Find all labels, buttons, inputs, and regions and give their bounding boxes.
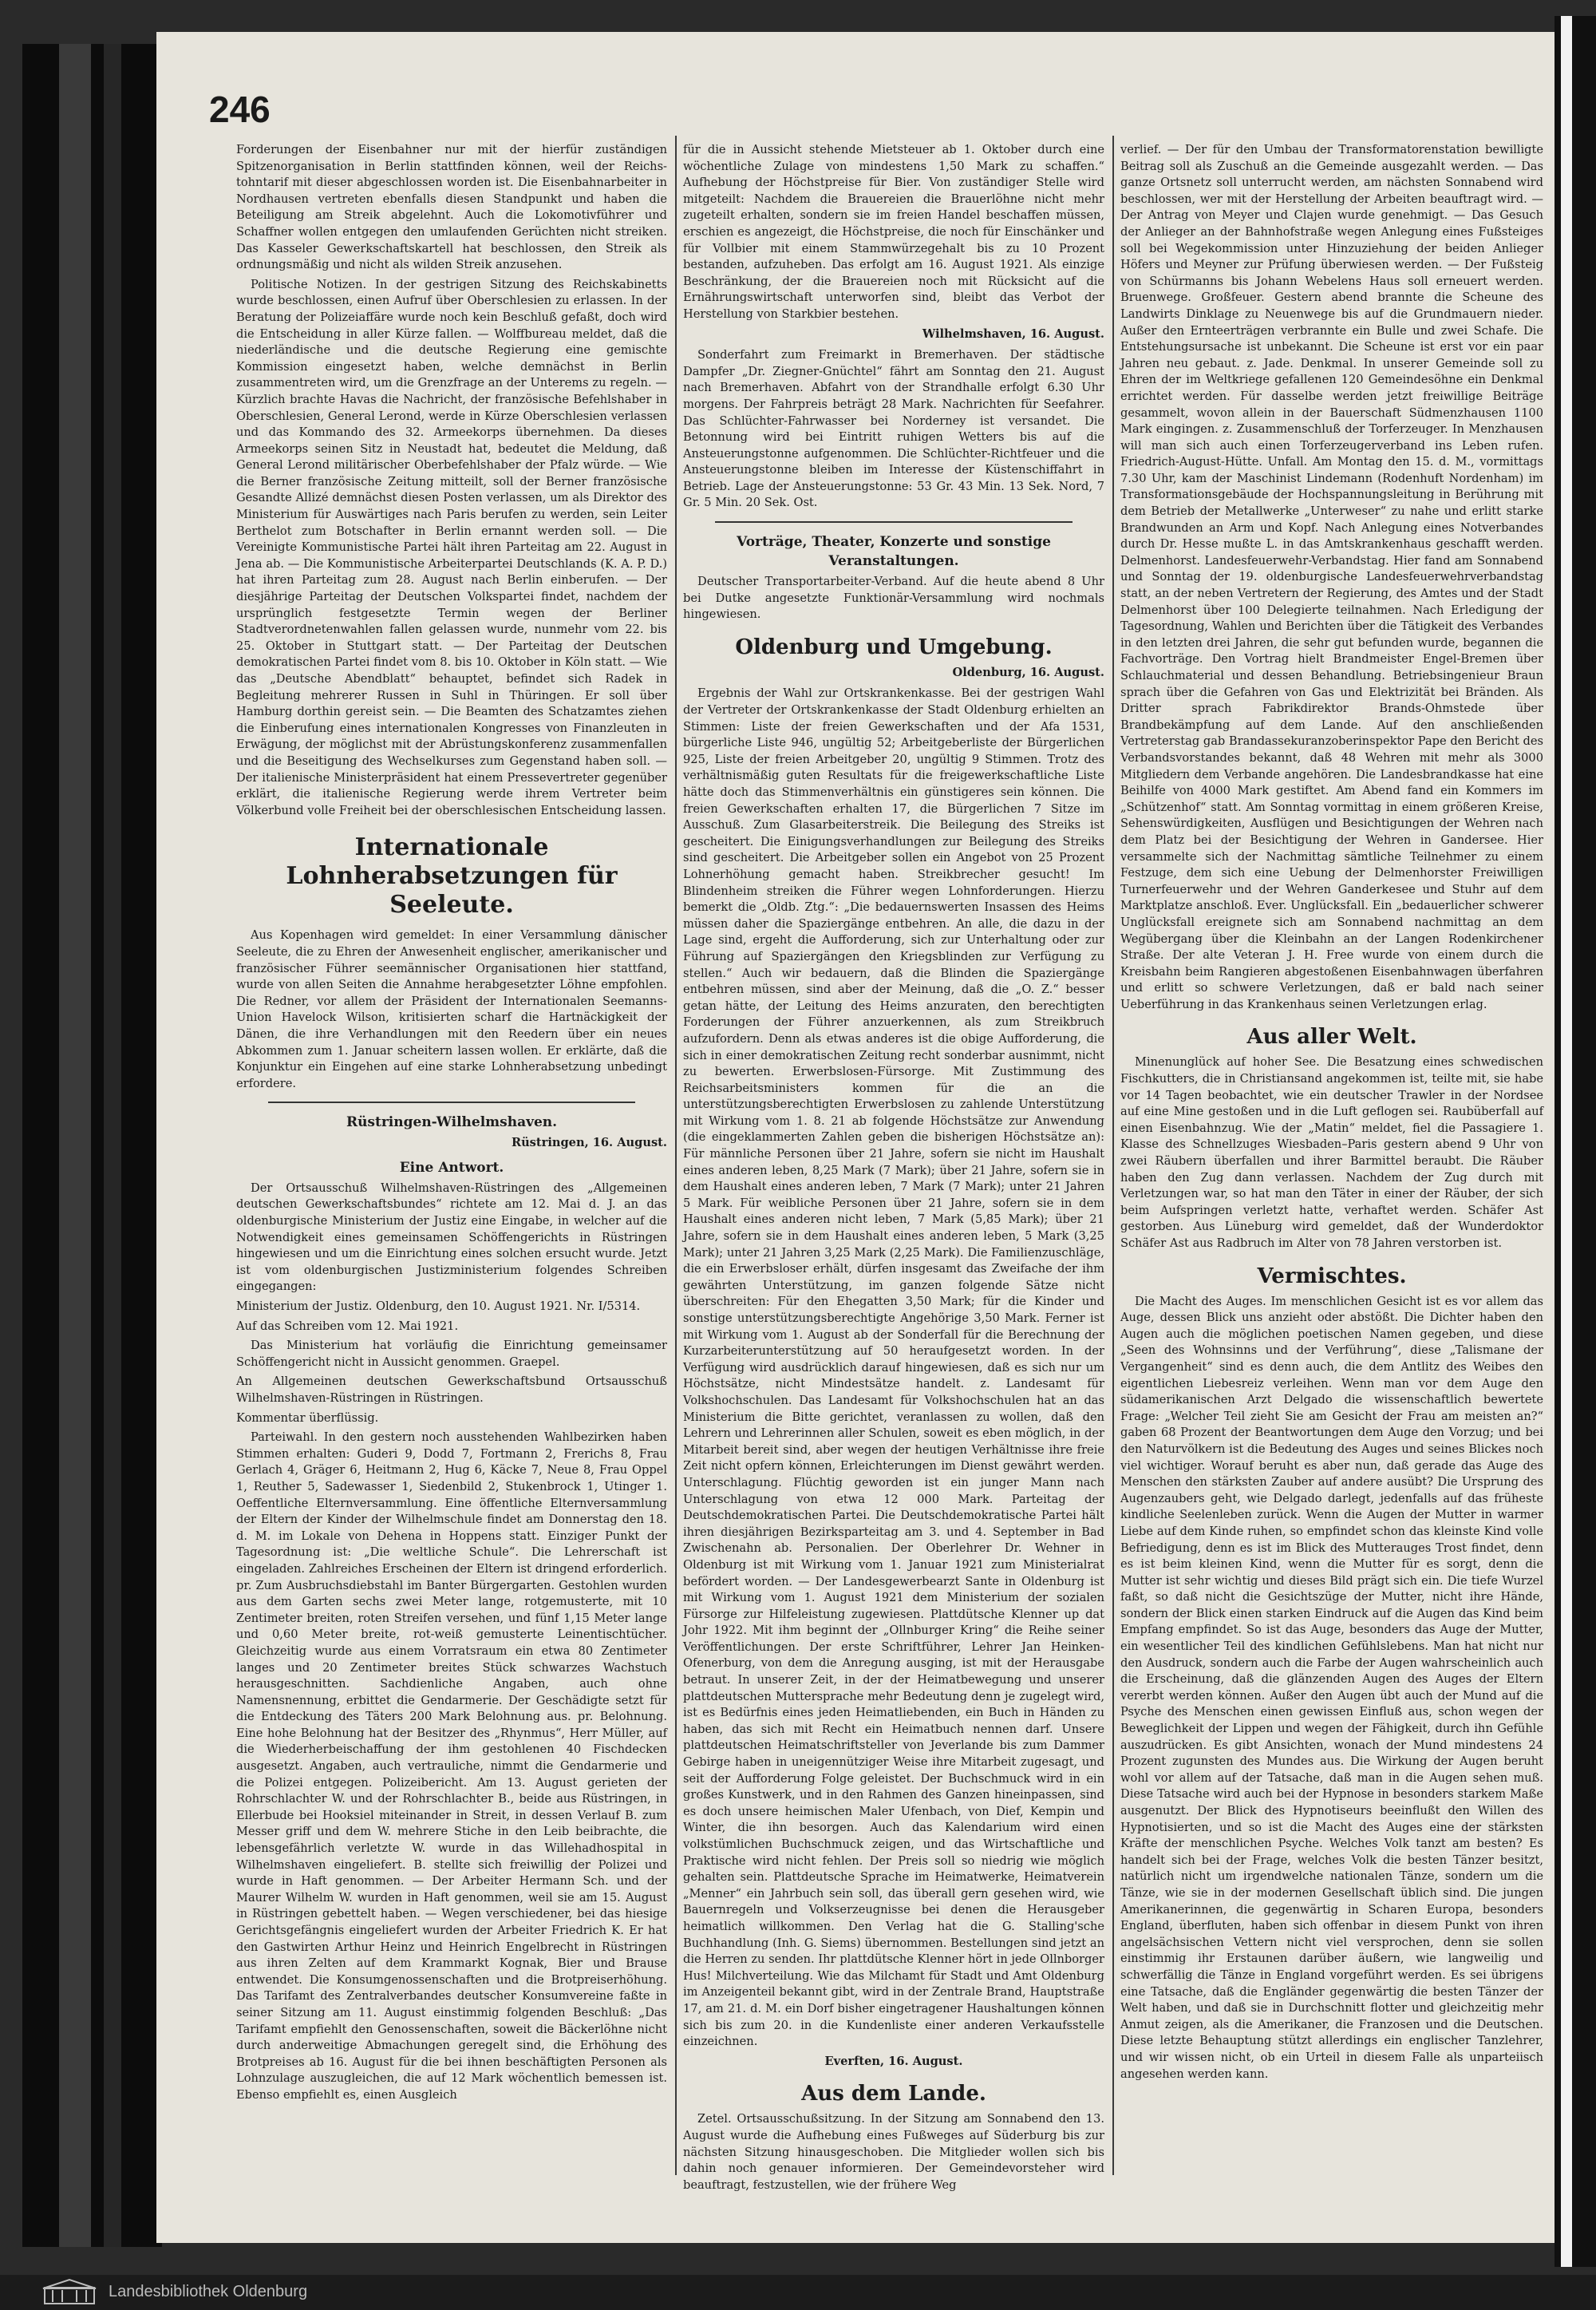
letter-recipient: An Allgemeinen deutschen Gewerkschaftsbund Ortsausschuß Wilhelmshaven-Rüstringen in Rüstringen. xyxy=(236,1375,667,1405)
column-1 xyxy=(236,142,667,2107)
article-eisenbahner: Forderungen der Eisenbahner nur mit der hierfür zuständigen Spitzenorganisation in Berlin stattfinden können, weil der Reichs-tohntarif mit dieser abgeschlossen worden ist. Die Eisenbahnarbeiter in Nordhausen vertreten ebenfalls diesen Standpunkt und haben die Beteiligung am Streik abgelehnt. Auch die Lokomotivführer und Schaffner wollen entgegen den umlaufenden Gerüchten nicht streiken. Das Kasseler Gewerkschaftskartell hat beschlossen, den Streik als ordnungsmäßig und nicht als wilden Streik anzusehen. xyxy=(236,143,667,272)
article-wilhelmshaven: Sonderfahrt zum Freimarkt in Bremerhaven. Der städtische Dampfer „Dr. Ziegner-Gnüchtel“ fährt am Sonntag den 21. August nach Bremerhaven. Abfahrt von der Strandhalle erfolgt 6.30 Uhr morgens. Der Fahrpreis beträgt 28 Mark. Nachrichten für Seefahrer. Das Schlüchter-Fahrwasser bei Norderney ist versandet. Die Betonnung wird bei Eintritt ruhigen Wetters bis auf die Ansteuerungstonne aufgenommen. Die Schlüchter-Richtfeuer und die Ansteuerungstonne bleiben im Interesse der Küstenschiffahrt in Betrieb. Lage der Ansteuerungstonne: 53 Gr. 43 Min. 13 Sek. Nord, 7 Gr. 5 Min. 20 Sek. Ost. xyxy=(683,348,1104,510)
letter-body: Das Ministerium hat vorläufig die Einrichtung gemeinsamer Schöffengericht nicht in Aussicht genommen. Graepel. xyxy=(236,1339,667,1369)
article-local-news: Parteiwahl. In den gestern noch ausstehenden Wahlbezirken haben Stimmen erhalten: Guderi 9, Dodd 7, Fortmann 2, Frerichs 8, Frau Gerlach 4, Gräger 6, Heitmann 2, Hug 6, Käcke 7, Neue 8, Frau Oppel 1, Reuther 5, Sadewasser 1, Siedenbild 2, Stukenbrock 1, Utinger 1. Oeffentliche Elternversammlung. Eine öffentliche Elternversammlung der Eltern der Kinder der Wilhelmschule findet am Donnerstag den 18. d. M. im Lokale von Dehena in Hoppens statt. Einziger Punkt der Tagesordnung ist: „Die weltliche Schule“. Die Lehrerschaft ist eingeladen. Zahlreiches Erscheinen der Eltern ist dringend erforderlich. pr. Zum Ausbruchsdiebstahl im Banter Bürgergarten. Gestohlen wurden aus dem Garten sechs zwei Meter lange, rotgemusterte, mit 10 Zentimeter breiten, roten Streifen versehen, und fünf 1,15 Meter lange und 0,60 Meter breite, rot-weiß gemusterte Leinentischtücher. Gleichzeitig wurde aus einem Vorratsraum ein etwa 80 Zentimeter langes und 20 Zentimeter breites Stück schwarzes Wachstuch herausgeschnitten. Sachdienliche Angaben, auch ohne Namensnennung, erbittet die Gendarmerie. Der Geschädigte setzt für die Entdeckung des Täters 200 Mark Belohnung aus. pr. Belohnung. Eine hohe Belohnung hat der Besitzer des „Rhynmus“, Herr Müller, auf die Wiederherbeischaffung der ihm gestohlenen 40 Fischdecken ausgesetzt. Angaben, auch vertrauliche, nimmt die Gendarmerie und die Polizei entgegen. Polizeibericht. Am 13. August gerieten der Rohrschlachter W. und der Rohrschlachter B., beide aus Rüstringen, in Ellerbude bei Hooksiel miteinander in Streit, in dessen Verlauf B. zum Messer griff und dem W. mehrere Stiche in den Leib beibrachte, die lebensgefährlich verletzte W. wurde in das Willehadhospital in Wilhelmshaven eingeliefert. B. stellte sich freiwillig der Polizei und wurde in Haft genommen. — Der Arbeiter Hermann Sch. und der Maurer Wilhelm W. wurden in Haft genommen, weil sie am 15. August in Rüstringen gebettelt haben. — Wegen verschiedener, bei das hiesige Gerichtsgefängnis eingeliefert wurden der Arbeiter Friedrich K. Er hat den Gastwirten Arthur Heinz und Heinrich Engelbrecht in Rüstringen aus ihren Zelten auf dem Krammarkt Kognak, Bier und Brause entwendet. Die Konsumgenossenschaften und die Brotpreiserhöhung. Das Tarifamt des Zentralverbandes deutscher Konsumvereine faßte in seiner Sitzung am 11. August einstimmig folgenden Beschluß: „Das Tarifamt empfiehlt den Genossenschaften, soweit die Bäckerlöhne nicht durch anderweitige Abmachungen geregelt sind, die Erhöhung des Brotpreises ab 16. August für die bei ihnen beschäftigten Personen als Lohnzulage auszugleichen, die auf 12 Mark wöchentlich bemessen ist. Ebenso empfiehlt es, einen Ausgleich xyxy=(236,1430,667,2102)
binding-spine xyxy=(59,44,91,2247)
letter-head: Ministerium der Justiz. Oldenburg, den 10. August 1921. Nr. I/5314. xyxy=(236,1299,641,1314)
column-2 xyxy=(683,142,1104,2197)
article-regional: verlief. — Der für den Umbau der Transformatorenstation bewilligte Beitrag soll als Zuschuß an die Gemeinde ausgezahlt werden. — Das ganze Ortsnetz soll unterrucht werden, am nächsten Sonnabend wird beschlossen, wer mit der Herstellung der Arbeiten beauftragt wird. — Der Antrag von Meyer und Clajen wurde genehmigt. — Das Gesuch der Anlieger an der Bahnhofstraße wegen Anlegung eines Fußsteiges soll bei Wegekommission unter Hinzuziehung der beiden Anlieger Höfers und Meyner zur Prüfung überwiesen werden. — Der Fußsteig von Schürmanns bis Johann Webelens Haus soll erneuert werden. Bruenwege. Großfeuer. Gestern abend brannte die Scheune des Landwirts Dinklage zu Neuenwege bis auf die Grundmauern nieder. Außer den Ernteerträgen verbrannte ein Bulle und zwei Schafe. Die Entstehungsursache ist unbekannt. Die Scheune ist erst vor ein paar Jahren neu gebaut. z. Jade. Denkmal. In unserer Gemeinde soll zu Ehren der im Weltkriege gefallenen 120 Gemeindesöhne ein Denkmal errichtet werden. Für dasselbe werden jetzt freiwillige Beiträge gesammelt, wovon allein in der Bauerschaft Südmenzhausen 1100 Mark eingingen. z. Zusammenschluß der Torferzeuger. In Menzhausen will man sich auch einen Torferzeugerverband ins Leben rufen. Friedrich-August-Hütte. Unfall. Am Montag den 15. d. M., vormittags 7.30 Uhr, kam der Maschinist Lindemann (Rodenhuft Nordenham) im Transformationsgebäude der Hochspannungsleitung in Berührung mit dem Betrieb der Metallwerke „Unterweser“ zu nahe und erlitt starke Brandwunden an Arm und Kopf. Nach Anlegung eines Notverbandes durch Dr. Hesse mußte L. in das Amtskrankenhaus geschafft werden. Delmenhorst. Landesfeuerwehr-Verbandstag. Hier fand am Sonnabend und Sonntag der 19. oldenburgische Landesfeuerwehrverbandstag statt, an der neben Vertretern der Regierung, des Amtes und der Stadt Delmenhorst über 100 Delegierte teilnahmen. Nach Erledigung der Tagesordnung, Wahlen und Berichten über die Tätigkeit des Verbandes in den letzten drei Jahren, die sehr gut befunden wurde, begannen die Fachvorträge. Den Vortrag hielt Brandmeister Engel-Bremen über Schlauchmaterial und dessen Behandlung. Betriebsingenieur Braun sprach über die Gefahren von Gas und Elektrizität bei Bränden. Als Dritter sprach Fabrikdirektor Brands-Ohmstede über Brandbekämpfung auf dem Lande. Auf den anschließenden Vertreterstag gab Brandassekuranzoberinspektor Pape den Bericht des Verbandsvorstandes bekannt, daß 48 Wehren mit mehr als 3000 Mitgliedern dem Verbande angehören. Die Landesbrandkasse hat eine Beihilfe von 4000 Mark gestiftet. Am Abend fand ein Kommers im „Schützenhof“ statt. Am Sonntag vormittag in einem größeren Kreise, Sehenswürdigkeiten, Ausflügen und Besichtigungen der Wehren nach dem Platz bei der Besichtigung der Wehren in Gandersee. Hier versammelte sich der Nachmittag sämtliche Teilnehmer zu einem Festzuge, dem sich eine Uebung der Delmenhorster Freiwilligen Turnerfeuerwehr und der Wehren Ganderkesee und Stuhr auf dem Marktplatze anschloß. Ever. Unglücksfall. Ein „bedauerlicher schwerer Unglücksfall ereignete sich am Sonnabend nachmittag an dem Wegübergang über die Kleinbahn an der Langen Rodenkirchener Straße. Der alte Veteran J. H. Free wurde von einem durch die Kreisbahn beim Rangieren abgestoßenen Eisenbahnwagen überfahren und erlitt so schwere Verletzungen, daß er bald nach seiner Ueberführung in das Krankenhaus seinen Verletzungen erlag. xyxy=(1120,143,1543,1011)
column-rule-1 xyxy=(675,136,677,2175)
column-3 xyxy=(1120,142,1543,2086)
comment: Kommentar überflüssig. xyxy=(236,1410,379,1425)
library-building-logo xyxy=(41,2278,97,2305)
heading-lohnherabsetzungen: Internationale Lohnherabsetzungen für Seeleute. xyxy=(286,833,618,920)
heading-vortraege: Vorträge, Theater, Konzerte und sonstige Veranstaltungen. xyxy=(737,534,1051,570)
article-aus-dem-lande: Zetel. Ortsausschußsitzung. In der Sitzung am Sonnabend den 13. August wurde die Aufhebung eines Fußweges auf Süderburg bis zur nächsten Sitzung hinausgeschoben. Die Mitglieder wollen sich bis dahin noch genauer informieren. Der Gemeindevorsteher wird beauftragt, festzustellen, wie der frühere Weg xyxy=(683,2112,1104,2192)
article-mietsteuer: für die in Aussicht stehende Mietsteuer ab 1. Oktober durch eine wöchentliche Zulage von mindestens 1,50 Mark zu schaffen.“ Aufhebung der Höchstpreise für Bier. Von zuständiger Stelle wird mitgeteilt: Nachdem die Brauereien die Brauerlöhne nicht mehr zugeteilt erhalten, sondern sie im freien Handel beschaffen müssen, erschien es angezeigt, die Höchstpreise, die noch für Einschänker und für Vollbier mit einem Stammwürzegehalt bis zu 10 Prozent bestanden, aufzuheben. Das erfolgt am 16. August 1921. Als einzige Beschränkung, der die Brauereien noch mit Rücksicht auf die Ernährungswirtschaft unterworfen sind, bleibt das Verbot der Herstellung von Starkbier bestehen. xyxy=(683,143,1104,321)
heading-aus-aller-welt: Aus aller Welt. xyxy=(1246,1025,1417,1050)
page-edge-strip xyxy=(1561,16,1572,2267)
article-vortraege: Deutscher Transportarbeiter-Verband. Auf die heute abend 8 Uhr bei Dutke angesetzte Funktionär-Versammlung wird nochmals hingewiesen. xyxy=(683,575,1104,622)
heading-eine-antwort: Eine Antwort. xyxy=(399,1159,504,1176)
library-name: Landesbibliothek Oldenburg xyxy=(109,2283,308,2300)
dateline-everften: Everften, 16. August. xyxy=(824,2054,963,2068)
article-seeleute: Aus Kopenhagen wird gemeldet: In einer Versammlung dänischer Seeleute, die zu Ehren der Anwesenheit englischer, amerikanischer und französischer Führer seemännischer Organisationen hier stattfand, wurde von allen Seiten die Annahme herabgesetzter Löhne empfohlen. Die Redner, vor allem der Präsident der Internationalen Seemanns-Union Havelock Wilson, kritisierten scharf die Hartnäckigkeit der Dänen, die ihre Verhandlungen mit den Reedern über ein neues Abkommen zum 1. Januar scheitern lassen wollen. Er erklärte, daß die Konjunktur ein Eingehen auf eine starke Lohnherabsetzung unbedingt erfordere. xyxy=(236,928,667,1090)
article-antwort: Der Ortsausschuß Wilhelmshaven-Rüstringen des „Allgemeinen deutschen Gewerkschaftsbundes“ richtete am 12. Mai d. J. an das oldenburgische Ministerium der Justiz eine Eingabe, in welcher auf die Notwendigkeit eines gemeinsamen Schöffengerichts in Rüstringen hingewiesen und um die Einrichtung eines solchen ersucht wurde. Jetzt ist vom oldenburgischen Justizministerium folgendes Schreiben eingegangen: xyxy=(236,1181,667,1294)
column-rule-2 xyxy=(1112,136,1114,2175)
heading-aus-dem-lande: Aus dem Lande. xyxy=(801,2082,986,2106)
book-binding xyxy=(22,44,162,2247)
heading-vermischtes: Vermischtes. xyxy=(1257,1264,1407,1288)
article-vermischtes: Die Macht des Auges. Im menschlichen Gesicht ist es vor allem das Auge, dessen Blick uns anzieht oder abstößt. Die Dichter haben den Augen auch die möglichen poetischen Namen gegeben, und diese „Seen des Wohnsinns und der Verführung“, diese „Talismane der Vergangenheit“ sind es denn auch, die dem Antlitz des Weibes den eigentlichen Liebesreiz verleihen. Wenn man vor dem Auge den südamerikanischen Arzt Delgado die wissenschaftlich bewertete Frage: „Welcher Teil zieht Sie am Gesicht der Frau am meisten an?“ gaben 68 Prozent der Beantwortungen dem Auge den Vorzug; und bei den Naturvölkern ist die Bedeutung des Auges und seines Blickes noch viel wichtiger. Worauf beruht es aber nun, daß gerade das Auge des Menschen den stärksten Zauber auf andere ausübt? Die Ursprung des Augenzaubers geht, wie Delgado darlegt, jedenfalls auf das früheste kindliche Seelenleben zurück. Wenn die Augen der Mutter in warmer Liebe auf dem Kinde ruhen, so empfindet schon das kleinste Kind volle Befriedigung, denn es ist im Blick des Mutterauges Trost findet, denn es ist beim kleinen Kind, wenn die Mutter für es sorgt, denn die Mutter ist sehr wichtig und dieses Bild prägt sich ein. Die tiefe Wurzel faßt, so daß nicht die Gesichtszüge der Mutter, nicht ihre Hände, sondern der Blick einen starken Eindruck auf die Augen das Kind beim Empfang empfindet. So ist das Auge, besonders das Auge der Mutter, ein wesentlicher Teil des kindlichen Gefühlslebens. Man hat nicht nur den Ausdruck, sondern auch die Farbe der Augen wahrscheinlich auch die Erscheinung, daß die glänzenden Augen des Auges der Eltern vererbt werden können. Außer den Augen übt auch der Mund auf die Psyche des Menschen einen gewissen Einfluß aus, schon wegen der Beweglichkeit der Lippen und wegen der Fähigkeit, durch ihn Gefühle auszudrücken. Es gibt Ansichten, wonach der Mund mindestens 24 Prozent zugunsten des Mundes aus. Die Wirkung der Augen beruht wohl vor allem auf der Tatsache, daß man in die Augen sehen muß. Diese Tatsache wird auch bei der Hypnose in besonders starkem Maße ausgenutzt. Der Blick des Hypnotiseurs beeinflußt den Willen des Hypnotisierten, und so ist die Macht des Auges eine der stärksten Kräfte der menschlichen Psyche. Welches Volk tanzt am besten? Es handelt sich bei der Frage, welches Volk die besten Tänzer besitzt, natürlich nicht um irgendwelche nationalen Tänze, sondern um die Tänze, wie sie in der modernen Gesellschaft üblich sind. Die jungen Amerikanerinnen, die gegenwärtig in Scharen Europa, besonders England, überfluten, haben sich offenbar in diesem Punkt von ihren angelsächsischen Vettern nicht viel versprochen, denn sie sollen einstimmig ihr Erstaunen darüber äußern, wie langweilig und schwerfällig die Tänze in England vorgeführt werden. Es sei übrigens eine Tatsache, daß die Engländer gegenwärtig die besten Tänzer der Welt haben, und daß sie in Durchschnitt flotter und gleichzeitig mehr Anmut zeigen, als die Amerikaner, die Franzosen und die Deutschen. Diese letzte Behauptung stützt allerdings ein englischer Tanzlehrer, und wir wissen nicht, ob ein Urteil in diesem Falle als unparteiisch angesehen werden kann. xyxy=(1120,1294,1543,2081)
article-politische-notizen: Politische Notizen. In der gestrigen Sitzung des Reichskabinetts wurde beschlossen, einen Aufruf über Oberschlesien zu erlassen. In der Beratung der Polizeiaffäre wurde noch kein Beschluß gefaßt, doch wird die Entscheidung in aller Kürze fallen. — Wolffbureau meldet, daß die niederländische und die deutsche Regierung eine gemischte Kommission eingesetzt haben, welche demnächst in Berlin zusammentreten wird, um die Grenzfrage an der Unterems zu regeln. — Kürzlich brachte Havas die Nachricht, der französische Befehlshaber in Oberschlesien, General Lerond, werde in Kürze Oberschlesien verlassen und das Kommando des 32. Armeekorps übernehmen. Da dieses Armeekorps seinen Sitz in Neustadt hat, bedeutet die Meldung, daß General Lerond militärischer Oberbefehlshaber der Pfalz würde. — Wie die Berner französische Zeitung mitteilt, soll der Berner französische Gesandte Allizé demnächst diesen Posten verlassen, um als Direktor des Ministerium für Auswärtiges nach Paris berufen zu werden, sein Leiter Berthelot zum Botschafter in Berlin ernannt werden soll. — Die Vereinigte Kommunistische Partei hält ihren Parteitag am 22. August in Jena ab. — Die Kommunistische Arbeiterpartei Deutschlands (K. A. P. D.) hat ihren Parteitag zum 28. August nach Berlin einberufen. — Der diesjährige Parteitag der Deutschen Volkspartei findet, nachdem der ursprünglich festgesetzte Termin wegen der Berliner Stadtverordnetenwahlen fallen gelassen wurde, nunmehr vom 22. bis 25. Oktober in Stuttgart statt. — Der Parteitag der Deutschen demokratischen Partei findet vom 8. bis 10. Oktober in Köln statt. — Wie das „Deutsche Abendblatt“ behauptet, befindet sich Radek in Begleitung mehrerer Russen in Suhl in Thüringen. Er soll über Hamburg dorthin gereist sein. — Die Beamten des Schatzamtes ziehen die Einberufung eines internationalen Kongresses von Finanzleuten in Erwägung, der möglichst mit der Abrüstungskonferenz zusammenfallen und die Beseitigung des Wechselkurses zum Gegenstand haben soll. — Der italienische Ministerpräsident hat einem Pressevertreter gegenüber erklärt, die italienische Regierung werde ihrem Vertreter beim Völkerbund volle Freiheit bei der oberschlesischen Entscheidung lassen. xyxy=(236,277,667,817)
heading-ruestringen: Rüstringen-Wilhelmshaven. xyxy=(346,1114,558,1131)
page-number: 246 xyxy=(209,89,271,130)
section-divider xyxy=(268,1102,635,1103)
dateline-wilhelmshaven: Wilhelmshaven, 16. August. xyxy=(922,326,1104,341)
article-oldenburg: Ergebnis der Wahl zur Ortskrankenkasse. Bei der gestrigen Wahl der Vertreter der Ortskrankenkasse der Stadt Oldenburg erhielten an Stimmen: Liste der freien Gewerkschaften und der Afa 1531, bürgerliche Liste 946, ungültig 52; Arbeitgeberliste der Bürgerlichen 925, Liste der freien Arbeitgeber 20, ungültig 9 Stimmen. Trotz des verhältnismäßig guten Resultats für die freigewerkschaftliche Liste hätte doch das Stimmenverhältnis ein günstigeres sein können. Die freien Gewerkschaften erhalten 17, die Bürgerlichen 7 Sitze im Ausschuß. Zum Glasarbeiterstreik. Die Beilegung des Streiks ist gescheitert. Die Einigungsverhandlungen zur Beilegung des Streiks sind gescheitert. Die Arbeitgeber sollen ein Angebot von 25 Prozent Lohnerhöhung gemacht haben. Streikbrecher gesucht! Im Blindenheim streiken die Führer wegen Lohnforderungen. Hierzu bemerkt die „Oldb. Ztg.“: „Die bedauernswerten Insassen des Heims müssen daher die Spaziergänge entbehren. An alle, die dazu in der Lage sind, ergeht die Aufforderung, sich zur Unterhaltung oder zur Führung auf Spaziergängen den Kriegsblinden zur Verfügung zu stellen.“ Auch wir bedauern, daß die Blinden die Spaziergänge entbehren müssen, sind aber der Meinung, daß die „O. Z.“ besser getan hätte, der Leitung des Heims anzuraten, den berechtigten Forderungen der Führer anzuerkennen, als zum Streikbruch aufzufordern. Denn als etwas anderes ist die obige Aufforderung, die sich in einer demokratischen Zeitung recht sonderbar ausnimmt, nicht zu bewerten. Erwerbslosen-Fürsorge. Mit Zustimmung des Reichsarbeitsministers kommen für die an die unterstützungsberechtigten Erwerbslosen zu zahlende Unterstützung mit Wirkung vom 1. 8. 21 ab folgende Höchstsätze zur Anwendung (die eingeklammerten Zahlen geben die bisherigen Höchstsätze an): Für männliche Personen über 21 Jahre, sofern sie nicht im Haushalt eines anderen leben, 8,25 Mark (7 Mark); über 21 Jahre, sofern sie in dem Haushalt eines anderen leben, 7 Mark (7 Mark); unter 21 Jahren 5 Mark. Für weibliche Personen über 21 Jahre, sofern sie in dem Haushalt eines anderen nicht leben, 7 Mark (5,85 Mark); über 21 Jahre, sofern sie in dem Haushalt eines anderen leben, 5 Mark (3,25 Mark); unter 21 Jahren 3,25 Mark (2,25 Mark). Die Familienzuschläge, die ein Erwerbsloser erhält, dürfen insgesamt das Zweifache der ihm gewährten Unterstützung, im ganzen folgende Sätze nicht überschreiten: Für den Ehegatten 3,50 Mark; für die Kinder und sonstige unterstützungsberechtigte Angehörige 3,50 Mark. Ferner ist mit Wirkung vom 1. August ab der Sonderfall für die Berechnung der Kurzarbeiterunterstützung auf 50 heraufgesetzt worden. In der Verfügung wird ausdrücklich darauf hingewiesen, daß es sich nur um Höchstsätze, nicht Mindestsätze handelt. z. Landesamt für Volkshochschulen. Das Landesamt für Volkshochschulen hat an das Ministerium die Bitte gerichtet, veranlassen zu wollen, daß den Lehrern und Lehrerinnen aller Schulen, soweit es eben möglich, in der Mitarbeit bereit sind, aber wegen der heutigen Verhältnisse ihre freie Zeit nicht opfern können, Erleichterungen im Dienst gewährt werden. Unterschlagung. Flüchtig geworden ist ein junger Mann nach Unterschlagung von etwa 12 000 Mark. Parteitag der Deutschdemokratischen Partei. Die Deutschdemokratische Partei hält ihren diesjährigen Bezirksparteitag am 3. und 4. September in Bad Zwischenahn ab. Personalien. Der Oberlehrer Dr. Wehner in Oldenburg ist mit Wirkung vom 1. Januar 1921 zum Ministerialrat befördert worden. — Der Landesgewerbearzt Sante in Oldenburg ist mit Wirkung vom 1. August 1921 dem Ministerium der sozialen Fürsorge zur Hilfeleistung zugewiesen. Plattdütsche Klenner up dat Johr 1922. Mit ihm beginnt der „Ollnburger Kring“ die Reihe seiner Veröffentlichungen. Der erste Schriftführer, Lehrer Jan Heinken-Ofenerburg, von dem die Anregung ausging, ist mit der Herausgabe betraut. In unserer Zeit, in der der Heimatbewegung und unserer plattdeutschen Muttersprache mehr Bedeutung denn je zugelegt wird, ist es Bedürfnis eines jeden Heimatliebenden, ein Buch in Händen zu haben, das sich mit Recht ein Heimatbuch nennen darf. Unsere plattdeutschen Heimatschriftsteller von Jeverlande bis zum Dammer Gebirge haben in uneigennütziger Weise ihre Mitarbeit zugesagt, und seit der Aufforderung Folge geleistet. Der Buchschmuck wird in ein großes Kunstwerk, und in den Rahmen des Ganzen hineinpassen, sind es doch unsere heimischen Maler Ufenbach, von Dief, Kempin und Winter, die ihn besorgen. Auch das Kalendarium wird einen volkstümlichen Buchschmuck zeigen, und das Wirtschaftliche und Praktische wird nicht fehlen. Der Preis soll so niedrig wie möglich gehalten sein. Plattdeutsche Sprache im Heimatwerke, Heimatverein „Menner“ ein Jahrbuch sein soll, das überall gern gesehen wird, wie Bauernregeln und Volkserzeugnisse bei denen die Herausgeber heimatlich willkommen. Den Verlag hat die G. Stalling'sche Buchhandlung (Inh. G. Siems) übernommen. Bestellungen sind jetzt an die Herren zu senden. Ihr plattdütsche Klenner hört in jede Ollnborger Hus! Milchverteilung. Wie das Milchamt für Stadt und Amt Oldenburg im Anzeigenteil bekannt gibt, wird in der Zentrale Brand, Hauptstraße 17, am 21. d. M. ein Dorf bisher eingetragener Haushaltungen können sich bis zum 20. in die Kundenliste einer anderen Verkaufsstelle einzeichnen. xyxy=(683,686,1104,2049)
dateline-oldenburg: Oldenburg, 16. August. xyxy=(952,665,1104,679)
section-divider xyxy=(715,521,1073,523)
letter-reference: Auf das Schreiben vom 12. Mai 1921. xyxy=(236,1319,459,1333)
binding-spine-shadow xyxy=(104,44,121,2247)
right-page-edge xyxy=(1555,16,1596,2267)
heading-oldenburg: Oldenburg und Umgebung. xyxy=(735,635,1053,659)
article-aus-aller-welt: Minenunglück auf hoher See. Die Besatzung eines schwedischen Fischkutters, die in Christiansand angekommen ist, teilte mit, sie habe vor 14 Tagen beobachtet, wie ein deutscher Trawler in der Nordsee auf eine Mine gestoßen und in die Luft geflogen sei. Raubüberfall auf einen Eisenbahnzug. Wie der „Matin“ meldet, fiel die Passagiere 1. Klasse des Schnellzuges Wiesbaden–Paris gestern abend 9 Uhr von zwei Räubern überfallen und ihrer Barmittel beraubt. Die Räuber haben den Zug dann verlassen. Nachdem der Zug durch mit Verletzungen war, so hat man den Täter in einer der Räuber, der sich beim Aufspringen verletzt hatte, verhaftet werden. Schäfer Ast gestorben. Aus Lüneburg wird gemeldet, daß der Wunderdoktor Schäfer Ast aus Radbruch im Alter von 78 Jahren verstorben ist. xyxy=(1120,1055,1543,1250)
dateline-ruestringen: Rüstringen, 16. August. xyxy=(511,1136,667,1150)
